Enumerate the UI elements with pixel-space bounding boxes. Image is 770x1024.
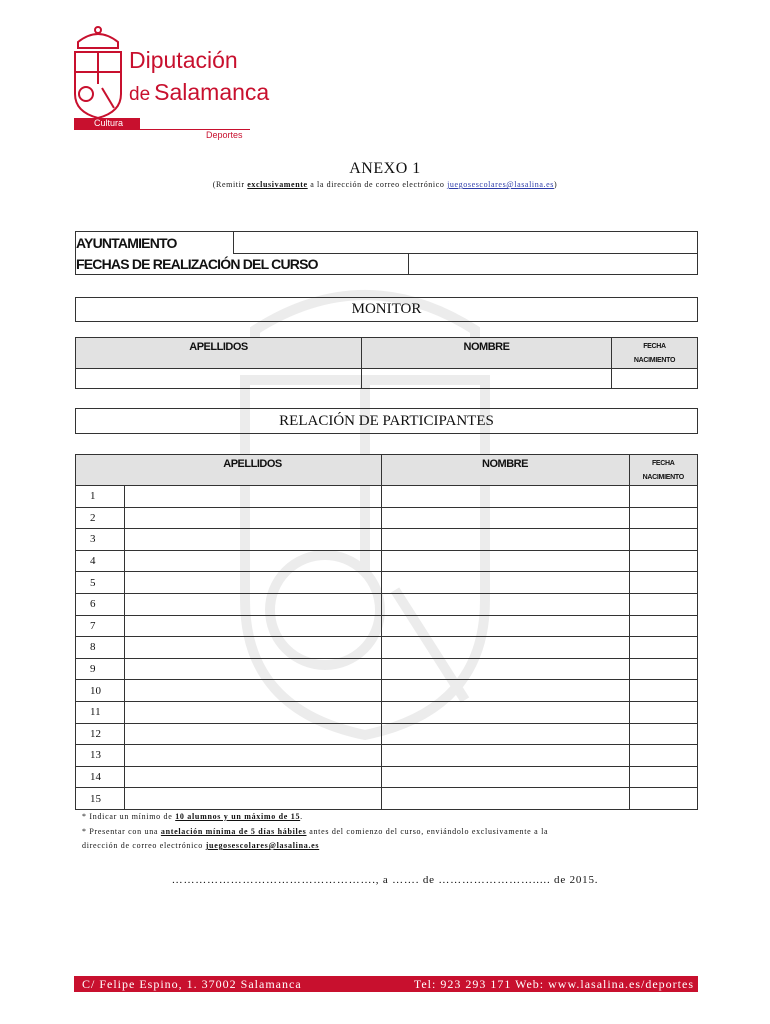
- monitor-apellidos-field[interactable]: [76, 369, 362, 389]
- participant-nombre-field[interactable]: [381, 680, 629, 702]
- participant-apellidos-field[interactable]: [125, 529, 382, 551]
- monitor-col-fecha: [612, 338, 698, 369]
- participant-nombre-field[interactable]: [381, 550, 629, 572]
- participant-nombre-field[interactable]: [381, 658, 629, 680]
- monitor-title: MONITOR: [76, 298, 698, 322]
- logo-tag-deportes: Deportes: [206, 130, 243, 140]
- participant-apellidos-field[interactable]: [125, 593, 382, 615]
- logo-name-line1: Diputación: [129, 47, 238, 73]
- participant-row: [76, 701, 698, 723]
- participant-row: [76, 486, 698, 508]
- subtitle-prefix: (Remitir: [212, 180, 248, 189]
- subtitle-email-link[interactable]: juegosescolares@lasalina.es: [447, 180, 554, 189]
- participant-number: 14: [76, 766, 125, 788]
- logo-name-salamanca: Salamanca: [154, 79, 270, 105]
- participant-number: 5: [76, 572, 125, 594]
- participant-apellidos-field[interactable]: [125, 745, 382, 767]
- participants-col-fecha-1: FECHA: [651, 460, 675, 467]
- note-1-prefix: * Indicar un mínimo de: [82, 812, 176, 821]
- participants-col-num: [76, 455, 125, 486]
- participant-apellidos-field[interactable]: [125, 723, 382, 745]
- participants-title-box: [75, 408, 698, 434]
- participant-nombre-field[interactable]: [381, 572, 629, 594]
- participant-nombre-field[interactable]: [381, 701, 629, 723]
- participant-number: 3: [76, 529, 125, 551]
- participant-nombre-field[interactable]: [381, 723, 629, 745]
- note-1: [82, 812, 303, 821]
- note-3: [82, 841, 319, 850]
- participant-fecha-field[interactable]: [629, 486, 698, 508]
- participants-col-nombre: NOMBRE: [381, 455, 629, 486]
- note-3-prefix: dirección de correo electrónico: [82, 841, 206, 850]
- monitor-col-fecha-1: FECHA: [643, 343, 666, 350]
- note-1-emphasis: 10 alumnos y un máximo de 15: [175, 812, 301, 821]
- participant-number: 1: [76, 486, 125, 508]
- note-2: [82, 827, 548, 836]
- participant-rows: [76, 486, 698, 810]
- participant-fecha-field[interactable]: [629, 615, 698, 637]
- participant-number: 15: [76, 788, 125, 810]
- note-2-emphasis: antelación mínima de 5 días hábiles: [160, 827, 307, 836]
- participant-nombre-field[interactable]: [381, 615, 629, 637]
- fechas-label: FECHAS DE REALIZACIÓN DEL CURSO: [76, 254, 409, 275]
- participant-fecha-field[interactable]: [629, 529, 698, 551]
- monitor-fecha-field[interactable]: [612, 369, 698, 389]
- participant-apellidos-field[interactable]: [125, 637, 382, 659]
- participant-apellidos-field[interactable]: [125, 658, 382, 680]
- participant-row: [76, 572, 698, 594]
- logo-name-de: de: [129, 84, 151, 105]
- participants-col-fecha: [629, 455, 698, 486]
- subtitle-middle: a la dirección de correo electrónico: [307, 180, 448, 189]
- participant-fecha-field[interactable]: [629, 766, 698, 788]
- note-2-suffix: antes del comienzo del curso, enviándolo exclusivamente a la: [306, 827, 549, 836]
- participant-fecha-field[interactable]: [629, 572, 698, 594]
- fechas-field[interactable]: [409, 254, 698, 275]
- note-1-suffix: .: [300, 812, 303, 821]
- participant-row: [76, 680, 698, 702]
- participant-fecha-field[interactable]: [629, 507, 698, 529]
- footer-contact[interactable]: Tel: 923 293 171 Web: www.lasalina.es/deportes: [413, 977, 694, 991]
- participant-fecha-field[interactable]: [629, 701, 698, 723]
- participant-apellidos-field[interactable]: [125, 766, 382, 788]
- participant-number: 12: [76, 723, 125, 745]
- participant-apellidos-field[interactable]: [125, 788, 382, 810]
- participant-number: 6: [76, 593, 125, 615]
- participant-row: [76, 507, 698, 529]
- participant-apellidos-field[interactable]: [125, 615, 382, 637]
- diputacion-shield-icon: [70, 24, 126, 120]
- ayuntamiento-table: [75, 231, 698, 254]
- participant-apellidos-field[interactable]: [125, 507, 382, 529]
- participant-row: [76, 529, 698, 551]
- fechas-table: [75, 253, 698, 275]
- participant-row: [76, 788, 698, 810]
- monitor-col-nombre: NOMBRE: [362, 338, 612, 369]
- participant-row: [76, 745, 698, 767]
- participant-row: [76, 658, 698, 680]
- ayuntamiento-field[interactable]: [234, 232, 698, 254]
- ayuntamiento-label: AYUNTAMIENTO: [76, 232, 234, 254]
- participant-nombre-field[interactable]: [381, 593, 629, 615]
- logo-tag-cultura: Cultura: [74, 118, 140, 129]
- participant-nombre-field[interactable]: [381, 788, 629, 810]
- footer-address: C/ Felipe Espino, 1. 37002 Salamanca: [82, 977, 302, 991]
- participants-col-apellidos: APELLIDOS: [125, 455, 382, 486]
- participant-number: 2: [76, 507, 125, 529]
- participant-number: 7: [76, 615, 125, 637]
- page-title: ANEXO 1: [349, 160, 421, 177]
- participant-apellidos-field[interactable]: [125, 701, 382, 723]
- participant-row: [76, 766, 698, 788]
- participant-fecha-field[interactable]: [629, 745, 698, 767]
- participant-apellidos-field[interactable]: [125, 572, 382, 594]
- participant-row: [76, 637, 698, 659]
- participant-row: [76, 723, 698, 745]
- participants-col-fecha-2: NACIMIENTO: [642, 474, 684, 481]
- monitor-title-box: [75, 297, 698, 322]
- participant-number: 4: [76, 550, 125, 572]
- date-signature-line: ……………………………………………., a ……. de ……………………..... de 2015.: [171, 874, 599, 886]
- participant-fecha-field[interactable]: [629, 788, 698, 810]
- note-2-prefix: * Presentar con una: [82, 827, 161, 836]
- participant-apellidos-field[interactable]: [125, 680, 382, 702]
- subtitle-emphasis: exclusivamente: [247, 180, 308, 189]
- participant-apellidos-field[interactable]: [125, 486, 382, 508]
- participant-number: 8: [76, 637, 125, 659]
- monitor-col-apellidos: APELLIDOS: [76, 338, 362, 369]
- participant-nombre-field[interactable]: [381, 745, 629, 767]
- monitor-col-fecha-2: NACIMIENTO: [633, 357, 676, 364]
- participant-nombre-field[interactable]: [381, 766, 629, 788]
- participant-number: 13: [76, 745, 125, 767]
- subtitle-suffix: ): [553, 180, 558, 189]
- participants-table: [75, 454, 698, 810]
- participant-nombre-field[interactable]: [381, 529, 629, 551]
- note-3-email[interactable]: juegosescolares@lasalina.es: [205, 841, 320, 850]
- participant-fecha-field[interactable]: [629, 550, 698, 572]
- participant-fecha-field[interactable]: [629, 658, 698, 680]
- participant-fecha-field[interactable]: [629, 723, 698, 745]
- participant-fecha-field[interactable]: [629, 593, 698, 615]
- participant-number: 11: [76, 701, 125, 723]
- participant-nombre-field[interactable]: [381, 507, 629, 529]
- participant-apellidos-field[interactable]: [125, 550, 382, 572]
- footer-bar: [74, 976, 698, 992]
- participant-row: [76, 550, 698, 572]
- participant-nombre-field[interactable]: [381, 637, 629, 659]
- participant-fecha-field[interactable]: [629, 680, 698, 702]
- participant-row: [76, 593, 698, 615]
- logo-name-line2: [129, 79, 269, 106]
- participant-fecha-field[interactable]: [629, 637, 698, 659]
- participant-nombre-field[interactable]: [381, 486, 629, 508]
- participant-row: [76, 615, 698, 637]
- participant-number: 9: [76, 658, 125, 680]
- participants-title: RELACIÓN DE PARTICIPANTES: [76, 409, 698, 434]
- monitor-nombre-field[interactable]: [362, 369, 612, 389]
- monitor-table: [75, 337, 698, 389]
- participant-number: 10: [76, 680, 125, 702]
- page-subtitle: [0, 180, 770, 189]
